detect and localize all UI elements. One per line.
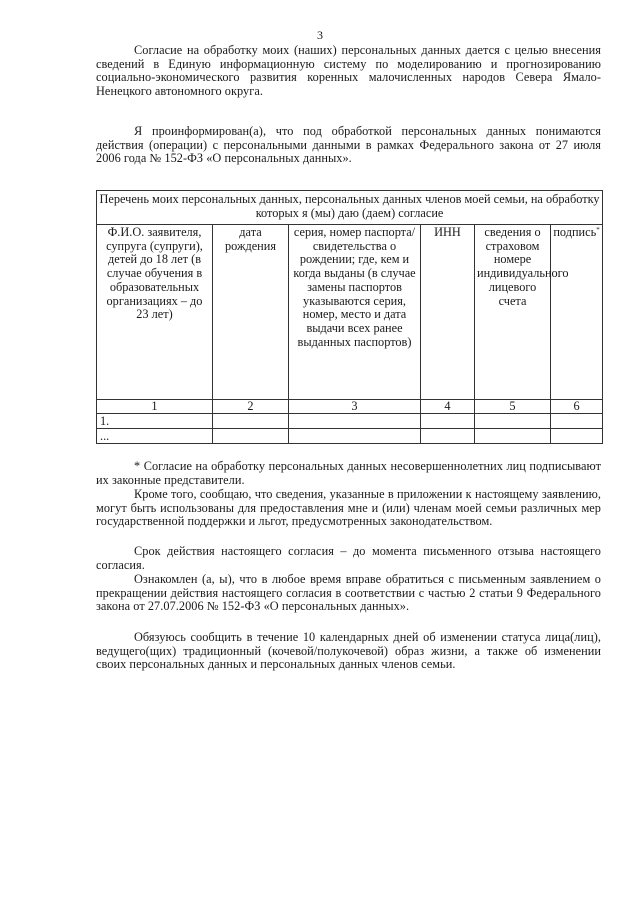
table-cell[interactable] xyxy=(551,414,603,429)
header-fio: Ф.И.О. заявителя, супруга (супруги), детей до 18 лет (в случае обучения в образовательных организациях – до 23 лет) xyxy=(97,225,213,400)
validity-paragraph: Срок действия настоящего согласия – до момента письменного отзыва настоящего согласия. xyxy=(96,544,601,572)
column-number: 5 xyxy=(475,400,551,414)
header-birth-date: дата рождения xyxy=(213,225,289,400)
header-snils: сведения о страховом номере индивидуального лицевого счета xyxy=(475,225,551,400)
header-inn: ИНН xyxy=(421,225,475,400)
purpose-paragraph: Согласие на обработку моих (наших) персональных данных дается с целью внесения сведений в Единую информационную систему по моделированию и прогнозированию социально-экономического развития коренных малочисленных народов Севера Ямало-Ненецкого автономного округа. xyxy=(96,43,601,98)
table-cell[interactable] xyxy=(551,429,603,444)
footnote-paragraph: * Согласие на обработку персональных данных несовершеннолетних лиц подписывают их законные представители. xyxy=(96,459,601,487)
usage-paragraph: Кроме того, сообщаю, что сведения, указанные в приложении к настоящему заявлению, могут быть использованы для предоставления мне и (или) членам моей семьи различных мер государственной поддержки и льгот, предусмотренных законодательством. xyxy=(96,487,601,529)
footnote-mark: * xyxy=(596,226,600,234)
column-number: 6 xyxy=(551,400,603,414)
row-label: 1. xyxy=(97,414,213,429)
table-cell[interactable] xyxy=(213,414,289,429)
table-cell[interactable] xyxy=(475,429,551,444)
column-number: 3 xyxy=(289,400,421,414)
column-number: 2 xyxy=(213,400,289,414)
table-cell[interactable] xyxy=(421,414,475,429)
processing-definition-paragraph: Я проинформирован(а), что под обработкой персональных данных понимаются действия (операции) с персональными данными в рамках Федерального закона от 27 июля 2006 года № 152-ФЗ «О персональных данных». xyxy=(96,124,601,166)
table-title: Перечень моих персональных данных, персональных данных членов моей семьи, на обработку которых я (мы) даю (даем) согласие xyxy=(97,191,603,225)
header-signature-label: подпись xyxy=(553,225,597,239)
table-cell[interactable] xyxy=(289,429,421,444)
row-label: ... xyxy=(97,429,213,444)
table-row xyxy=(97,429,603,444)
table-cell[interactable] xyxy=(475,414,551,429)
table-cell[interactable] xyxy=(289,414,421,429)
page-number: 3 xyxy=(317,28,323,42)
table-cell[interactable] xyxy=(213,429,289,444)
obligation-paragraph: Обязуюсь сообщить в течение 10 календарных дней об изменении статуса лица(лиц), ведущего(щих) традиционный (кочевой/полукочевой) образ жизни, а также об изменении своих персональных данных и персональных данных членов семьи. xyxy=(96,630,601,672)
personal-data-table xyxy=(96,190,603,444)
revocation-paragraph: Ознакомлен (а, ы), что в любое время вправе обратиться с письменным заявлением о прекращении действия настоящего согласия в соответствии с частью 2 статьи 9 Федерального закона от 27.07.2006 № 152-ФЗ «О персональных данных». xyxy=(96,572,601,614)
table-row xyxy=(97,414,603,429)
column-number: 4 xyxy=(421,400,475,414)
header-passport: серия, номер паспорта/свидетельства о рождении; где, кем и когда выданы (в случае замены паспортов указываются серия, номер, место и дата выдачи всех ранее выданных паспортов) xyxy=(289,225,421,400)
table-cell[interactable] xyxy=(421,429,475,444)
header-signature xyxy=(551,225,603,400)
column-number: 1 xyxy=(97,400,213,414)
